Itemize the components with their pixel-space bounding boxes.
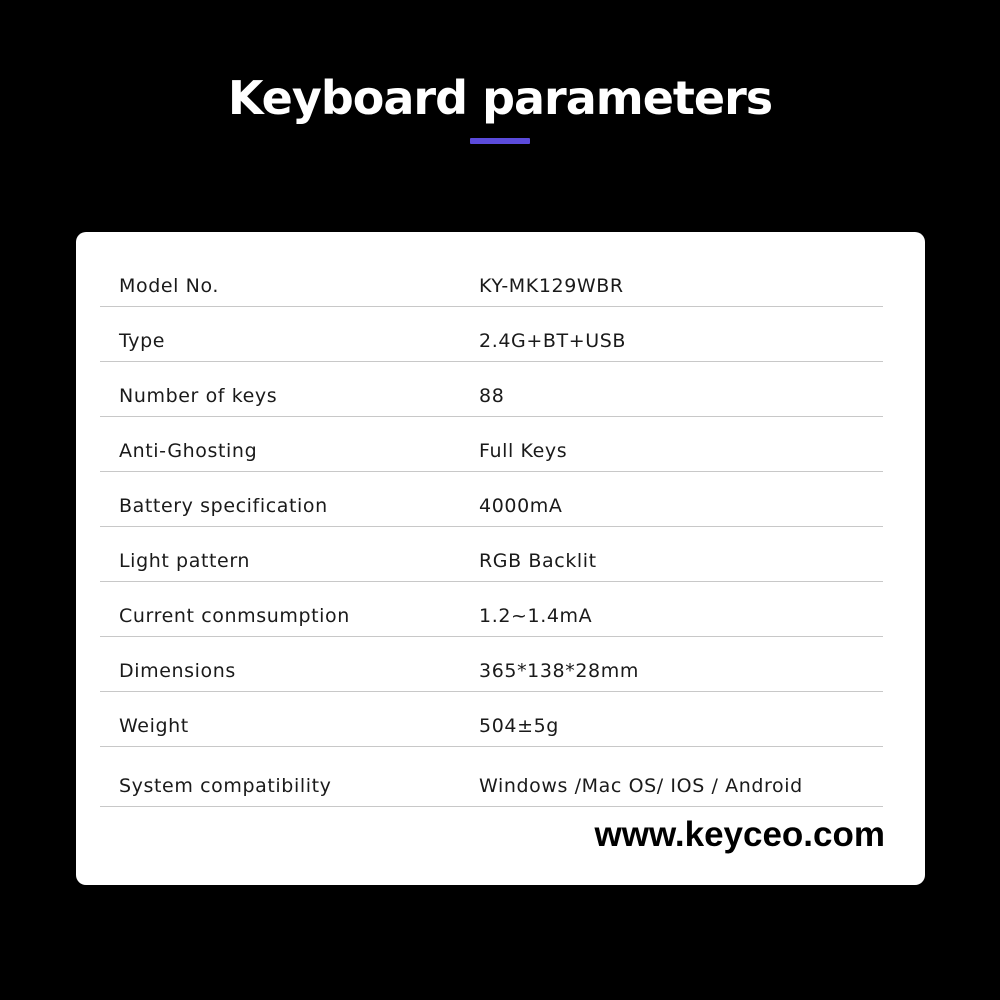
- spec-row-weight: [100, 692, 883, 747]
- spec-label: Light pattern: [119, 550, 251, 572]
- spec-label: Model No.: [119, 275, 220, 297]
- spec-row-type: [100, 307, 883, 362]
- spec-label: Current conmsumption: [119, 605, 350, 627]
- spec-label: Anti-Ghosting: [119, 440, 258, 462]
- spec-value: 1.2~1.4mA: [479, 605, 593, 627]
- spec-row-anti-ghosting: [100, 417, 883, 472]
- spec-value: Windows /Mac OS/ IOS / Android: [479, 775, 803, 797]
- page-title: Keyboard parameters: [227, 71, 773, 125]
- spec-label: System compatibility: [119, 775, 332, 797]
- spec-row-battery: [100, 472, 883, 527]
- spec-value: RGB Backlit: [479, 550, 597, 572]
- spec-row-dimensions: [100, 637, 883, 692]
- spec-row-model: [100, 252, 883, 307]
- spec-row-current: [100, 582, 883, 637]
- spec-row-light: [100, 527, 883, 582]
- spec-label: Type: [119, 330, 166, 352]
- spec-row-keys: [100, 362, 883, 417]
- spec-label: Number of keys: [119, 385, 278, 407]
- spec-value: 88: [479, 385, 505, 407]
- spec-value: 365*138*28mm: [479, 660, 639, 682]
- spec-value: 4000mA: [479, 495, 563, 517]
- spec-value: KY-MK129WBR: [479, 275, 624, 297]
- website-url[interactable]: www.keyceo.com: [594, 815, 885, 854]
- title-underline: [470, 138, 530, 144]
- spec-value: 504±5g: [479, 715, 559, 737]
- spec-value: 2.4G+BT+USB: [479, 330, 627, 352]
- spec-label: Battery specification: [119, 495, 328, 517]
- spec-table: [100, 252, 883, 807]
- spec-row-compatibility: [100, 747, 883, 807]
- spec-label: Dimensions: [119, 660, 236, 682]
- spec-value: Full Keys: [479, 440, 568, 462]
- spec-label: Weight: [119, 715, 189, 737]
